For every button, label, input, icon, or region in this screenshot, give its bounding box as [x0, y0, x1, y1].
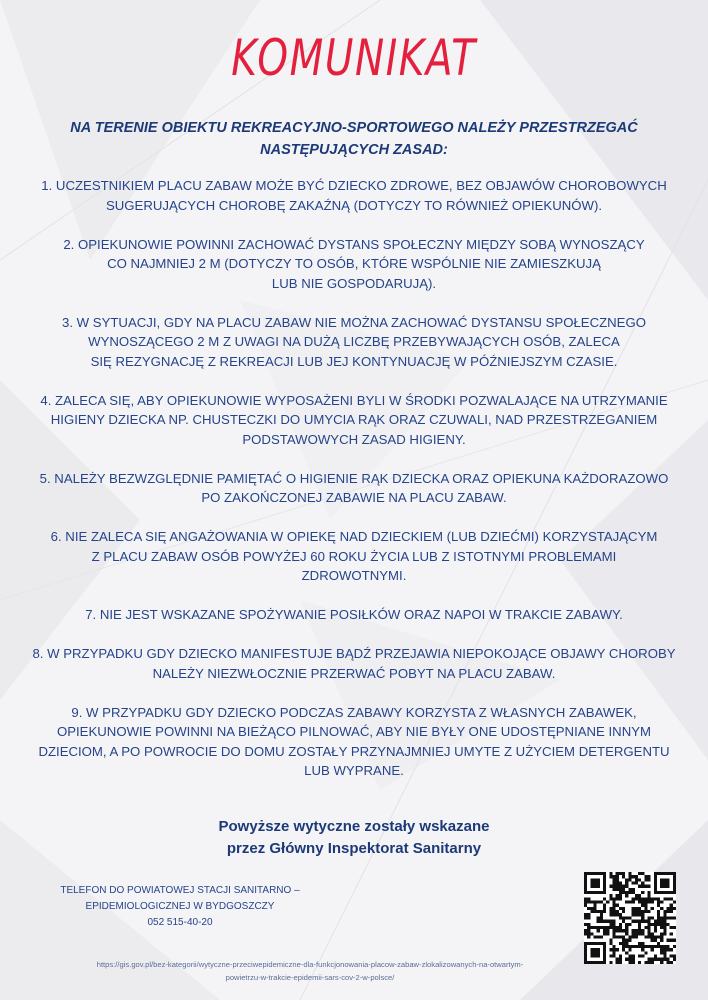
rule-line: DZIECIOM, A PO POWROCIE DO DOMU ZOSTAŁY PRZYNAJMNIEJ UMYTE Z UŻYCIEM DETERGENTU: [38, 743, 670, 759]
rule-item: [14, 176, 694, 215]
rule-line: HIGIENY DZIECKA NP. CHUSTECZKI DO UMYCIA RĄK ORAZ CZUWALI, NAD PRZESTRZEGANIEM: [50, 412, 658, 427]
url-line[interactable]: powietrzu-w-trakcie-epidemii-sars-cov-2-w-polsce/: [225, 973, 395, 982]
rule-line: 3. W SYTUACJI, GDY NA PLACU ZABAW NIE MOŻNA ZACHOWAĆ DYSTANSU SPOŁECZNEGO: [62, 314, 646, 330]
rules-heading-line: NASTĘPUJĄCYCH ZASAD:: [260, 142, 448, 158]
url-line[interactable]: https://gis.gov.pl/bez-kategorii/wytyczne-przeciwepidemiczne-dla-funkcjonowania-placow-zabaw-zlokalizowanych-na-otwartym-: [96, 960, 524, 969]
rule-line: 4. ZALECA SIĘ, ABY OPIEKUNOWIE WYPOSAŻENI BYLI W ŚRODKI POZWALAJĄCE NA UTRZYMANIE: [40, 392, 668, 408]
rule-item: [14, 644, 694, 683]
rule-item: [14, 391, 694, 450]
rule-line: 5. NALEŻY BEZWZGLĘDNIE PAMIĘTAĆ O HIGIENIE RĄK DZIECKA ORAZ OPIEKUNA KAŻDORAZOWO: [39, 470, 669, 486]
rule-item: [14, 605, 694, 625]
contact-line: TELEFON DO POWIATOWEJ STACJI SANITARNO –: [60, 885, 300, 896]
guidelines-source-note: [150, 816, 558, 860]
rule-item: [14, 703, 694, 781]
rule-line: LUB WYPRANE.: [304, 763, 404, 778]
rule-line: WYNOSZĄCEGO 2 M Z UWAGI NA DUŻĄ LICZBĘ PRZEBYWAJĄCYCH OSÓB, ZALECA: [88, 334, 620, 349]
contact-info: [30, 883, 330, 931]
rule-line: CO NAJMNIEJ 2 M (DOTYCZY TO OSÓB, KTÓRE WSPÓLNIE NIE ZAMIESZKUJĄ: [107, 256, 601, 271]
rule-item: [14, 313, 694, 372]
rules-heading: [40, 117, 668, 161]
rule-line: 9. W PRZYPADKU GDY DZIECKO PODCZAS ZABAWY KORZYSTA Z WŁASNYCH ZABAWEK,: [71, 704, 637, 720]
qr-code-icon[interactable]: [584, 872, 676, 964]
rule-line: 1. UCZESTNIKIEM PLACU ZABAW MOŻE BYĆ DZIECKO ZDROWE, BEZ OBJAWÓW CHOROBOWYCH: [41, 178, 667, 193]
rule-line: 2. OPIEKUNOWIE POWINNI ZACHOWAĆ DYSTANS SPOŁECZNY MIĘDZY SOBĄ WYNOSZĄCY: [63, 236, 645, 252]
rule-line: OPIEKUNOWIE POWINNI NA BIEŻĄCO PILNOWAĆ, ABY NIE BYŁY ONE UDOSTĘPNIANE INNYM: [56, 724, 652, 739]
rule-line: NALEŻY NIEZWŁOCZNIE PRZERWAĆ POBYT NA PLACU ZABAW.: [152, 665, 556, 681]
rule-line: Z PLACU ZABAW OSÓB POWYŻEJ 60 ROKU ŻYCIA LUB Z ISTOTNYMI PROBLEMAMI: [91, 548, 617, 564]
rule-line: 6. NIE ZALECA SIĘ ANGAŻOWANIA W OPIEKĘ NAD DZIECKIEM (LUB DZIEĆMI) KORZYSTAJĄCYM: [50, 529, 658, 544]
rule-line: LUB NIE GOSPODARUJĄ).: [271, 275, 437, 291]
rule-line: 7. NIE JEST WSKAZANE SPOŻYWANIE POSIŁKÓW ORAZ NAPOI W TRAKCIE ZABAWY.: [85, 607, 623, 622]
rule-line: ZDROWOTNYMI.: [301, 568, 407, 583]
phone-number: 052 515-40-20: [147, 917, 213, 928]
source-url[interactable]: [30, 958, 590, 984]
rule-line: 8. W PRZYPADKU GDY DZIECKO MANIFESTUJE BĄDŹ PRZEJAWIA NIEPOKOJĄCE OBJAWY CHOROBY: [32, 646, 676, 661]
rule-line: SUGERUJĄCYCH CHOROBĘ ZAKAŹNĄ (DOTYCZY TO RÓWNIEŻ OPIEKUNÓW).: [105, 197, 603, 213]
rules-list: [14, 176, 694, 800]
contact-line: EPIDEMIOLOGICZNEJ W BYDGOSZCZY: [85, 901, 275, 912]
rule-item: [14, 235, 694, 294]
rule-item: [14, 527, 694, 586]
rule-item: [14, 469, 694, 508]
rule-line: SIĘ REZYGNACJĘ Z REKREACJI LUB JEJ KONTYNUACJĘ W PÓŹNIEJSZYM CZASIE.: [90, 353, 618, 369]
note-line: przez Główny Inspektorat Sanitarny: [226, 840, 482, 857]
rule-line: PODSTAWOWYCH ZASAD HIGIENY.: [242, 431, 466, 447]
page-title: KOMUNIKAT: [231, 29, 477, 87]
rule-line: PO ZAKOŃCZONEJ ZABAWIE NA PLACU ZABAW.: [201, 490, 507, 505]
note-line: Powyższe wytyczne zostały wskazane: [218, 818, 490, 835]
rules-heading-line: NA TERENIE OBIEKTU REKREACYJNO-SPORTOWEGO NALEŻY PRZESTRZEGAĆ: [70, 120, 638, 136]
